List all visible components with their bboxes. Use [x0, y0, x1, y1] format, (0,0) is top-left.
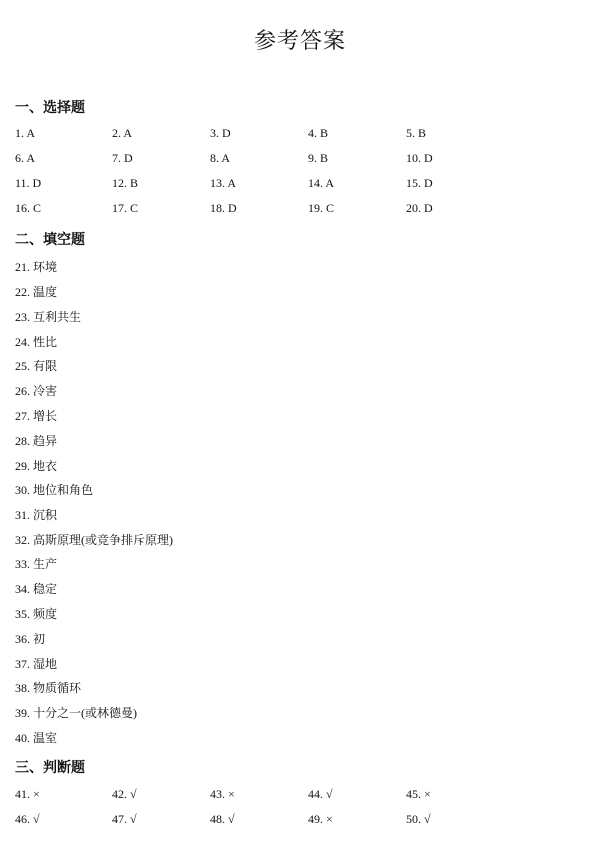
- answer-item: 4. B: [308, 126, 329, 140]
- fill-answer-item: 36. 初: [15, 632, 46, 646]
- fill-answer-item: 30. 地位和角色: [15, 483, 94, 497]
- answer-item: 18. D: [210, 201, 237, 215]
- answer-item: 44. √: [308, 787, 333, 801]
- fill-answer-item: 32. 高斯原理(或竞争排斥原理): [15, 533, 173, 547]
- fill-answer-item: 40. 温室: [15, 731, 58, 745]
- answer-item: 15. D: [406, 176, 433, 190]
- answer-item: 16. C: [15, 201, 42, 215]
- answer-item: 9. B: [308, 151, 329, 165]
- answer-item: 7. D: [112, 151, 133, 165]
- answer-row: [15, 787, 600, 807]
- answer-item: 42. √: [112, 787, 137, 801]
- answer-item: 49. ×: [308, 812, 333, 826]
- answer-row: [15, 151, 600, 171]
- fill-answer-item: 34. 稳定: [15, 582, 58, 596]
- fill-answer-item: 35. 频度: [15, 607, 58, 621]
- answer-item: 3. D: [210, 126, 231, 140]
- fill-answer-item: 37. 湿地: [15, 657, 58, 671]
- fill-answer-item: 24. 性比: [15, 335, 58, 349]
- answer-item: 14. A: [308, 176, 335, 190]
- fill-answer-item: 23. 互利共生: [15, 310, 82, 324]
- fill-answer-item: 27. 增长: [15, 409, 58, 423]
- fill-answer-item: 28. 趋异: [15, 434, 58, 448]
- answer-item: 17. C: [112, 201, 139, 215]
- fill-answer-item: 33. 生产: [15, 557, 58, 571]
- fill-answer-item: 26. 冷害: [15, 384, 58, 398]
- answer-row: [15, 201, 600, 221]
- answer-item: 43. ×: [210, 787, 235, 801]
- answer-item: 45. ×: [406, 787, 431, 801]
- answer-row: [15, 126, 600, 146]
- answer-item: 46. √: [15, 812, 40, 826]
- answer-item: 13. A: [210, 176, 237, 190]
- section-heading-fill: 二、填空题: [15, 232, 85, 248]
- answer-item: 11. D: [15, 176, 42, 190]
- fill-answer-item: 25. 有限: [15, 359, 58, 373]
- answer-item: 19. C: [308, 201, 335, 215]
- fill-answer-item: 31. 沉积: [15, 508, 58, 522]
- answer-item: 48. √: [210, 812, 235, 826]
- answer-item: 2. A: [112, 126, 133, 140]
- fill-answer-item: 29. 地衣: [15, 459, 58, 473]
- answer-item: 1. A: [15, 126, 36, 140]
- answer-item: 8. A: [210, 151, 231, 165]
- answer-item: 5. B: [406, 126, 427, 140]
- fill-answer-item: 38. 物质循环: [15, 681, 82, 695]
- fill-answer-item: 22. 温度: [15, 285, 58, 299]
- answer-item: 12. B: [112, 176, 139, 190]
- answer-item: 10. D: [406, 151, 433, 165]
- page-title: 参考答案: [253, 29, 346, 54]
- answer-item: 6. A: [15, 151, 36, 165]
- section-heading-judge: 三、判断题: [15, 760, 85, 776]
- section-heading-choice: 一、选择题: [15, 100, 85, 116]
- answer-item: 20. D: [406, 201, 433, 215]
- fill-answer-item: 21. 环境: [15, 260, 58, 274]
- answer-item: 47. √: [112, 812, 137, 826]
- fill-answer-item: 39. 十分之一(或林德曼): [15, 706, 137, 720]
- answer-item: 41. ×: [15, 787, 40, 801]
- answer-row: [15, 812, 600, 832]
- answer-row: [15, 176, 600, 196]
- answer-item: 50. √: [406, 812, 431, 826]
